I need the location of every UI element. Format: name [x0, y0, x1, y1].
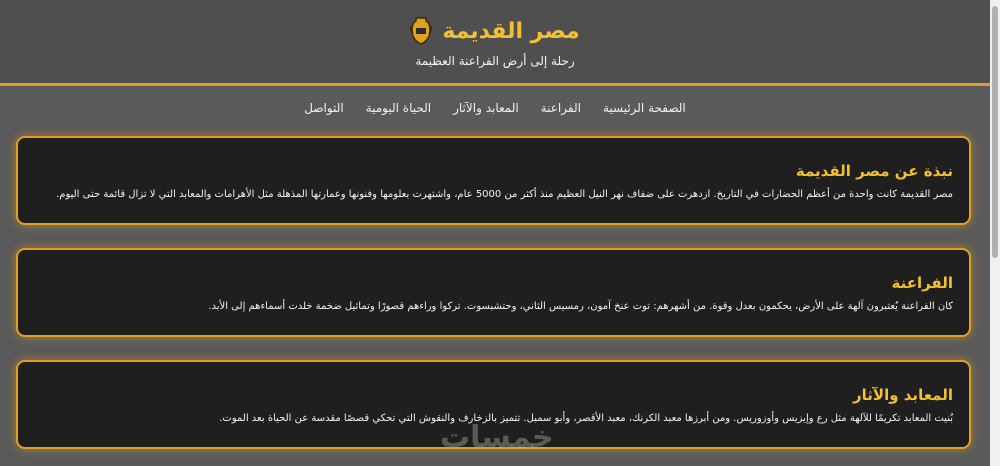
- watermark-logo: خمسات: [440, 420, 554, 455]
- nav-home[interactable]: الصفحة الرئيسية: [602, 101, 686, 115]
- amphora-icon: [410, 16, 432, 46]
- nav-pharaohs[interactable]: الفراعنة: [540, 101, 581, 115]
- site-title: مصر القديمة: [442, 18, 580, 44]
- main-nav: [0, 86, 990, 130]
- vertical-scrollbar[interactable]: [990, 0, 1000, 466]
- section-text: مصر القديمة كانت واحدة من أعظم الحضارات في التاريخ. ازدهرت على ضفاف نهر النيل العظيم منذ أكثر من 5000 عام، واشتهرت بعلومها وفنونها وعمارتها المذهلة مثل الأهرامات والمعابد التي لا تزال قائمة حتى اليوم.: [56, 189, 953, 200]
- section-text: كان الفراعنة يُعتبرون آلهة على الأرض، يحكمون بعدل وقوة. من أشهرهم: توت عنخ آمون، رمسيس الثاني، وحتشبسوت. تركوا وراءهم قصورًا وتماثيل ضخمة خلدت أسماءهم إلى الأبد.: [208, 301, 953, 312]
- section-text: بُنيت المعابد تكريمًا للآلهة مثل رع وإيزيس وأوزوريس. ومن أبرزها معبد الكرنك، معبد الأقصر، وأبو سمبل. تتميز بالزخارف والنقوش التي تحكي قصصًا مقدسة عن الحياة بعد الموت.: [219, 413, 953, 424]
- nav-contact[interactable]: التواصل: [304, 101, 344, 115]
- site-subtitle: رحلة إلى أرض الفراعنة العظيمة: [415, 54, 575, 68]
- section-title: الفراعنة: [891, 274, 953, 292]
- section-card-pharaohs: [16, 248, 971, 337]
- nav-daily-life[interactable]: الحياة اليومية: [365, 101, 432, 115]
- section-card-about: [16, 136, 971, 225]
- section-title: نبذة عن مصر القديمة: [795, 162, 953, 180]
- site-header: [0, 0, 990, 86]
- section-title: المعابد والآثار: [853, 386, 953, 404]
- title-row: [0, 16, 990, 46]
- scrollbar-thumb[interactable]: [992, 6, 998, 258]
- nav-temples[interactable]: المعابد والآثار: [453, 101, 519, 115]
